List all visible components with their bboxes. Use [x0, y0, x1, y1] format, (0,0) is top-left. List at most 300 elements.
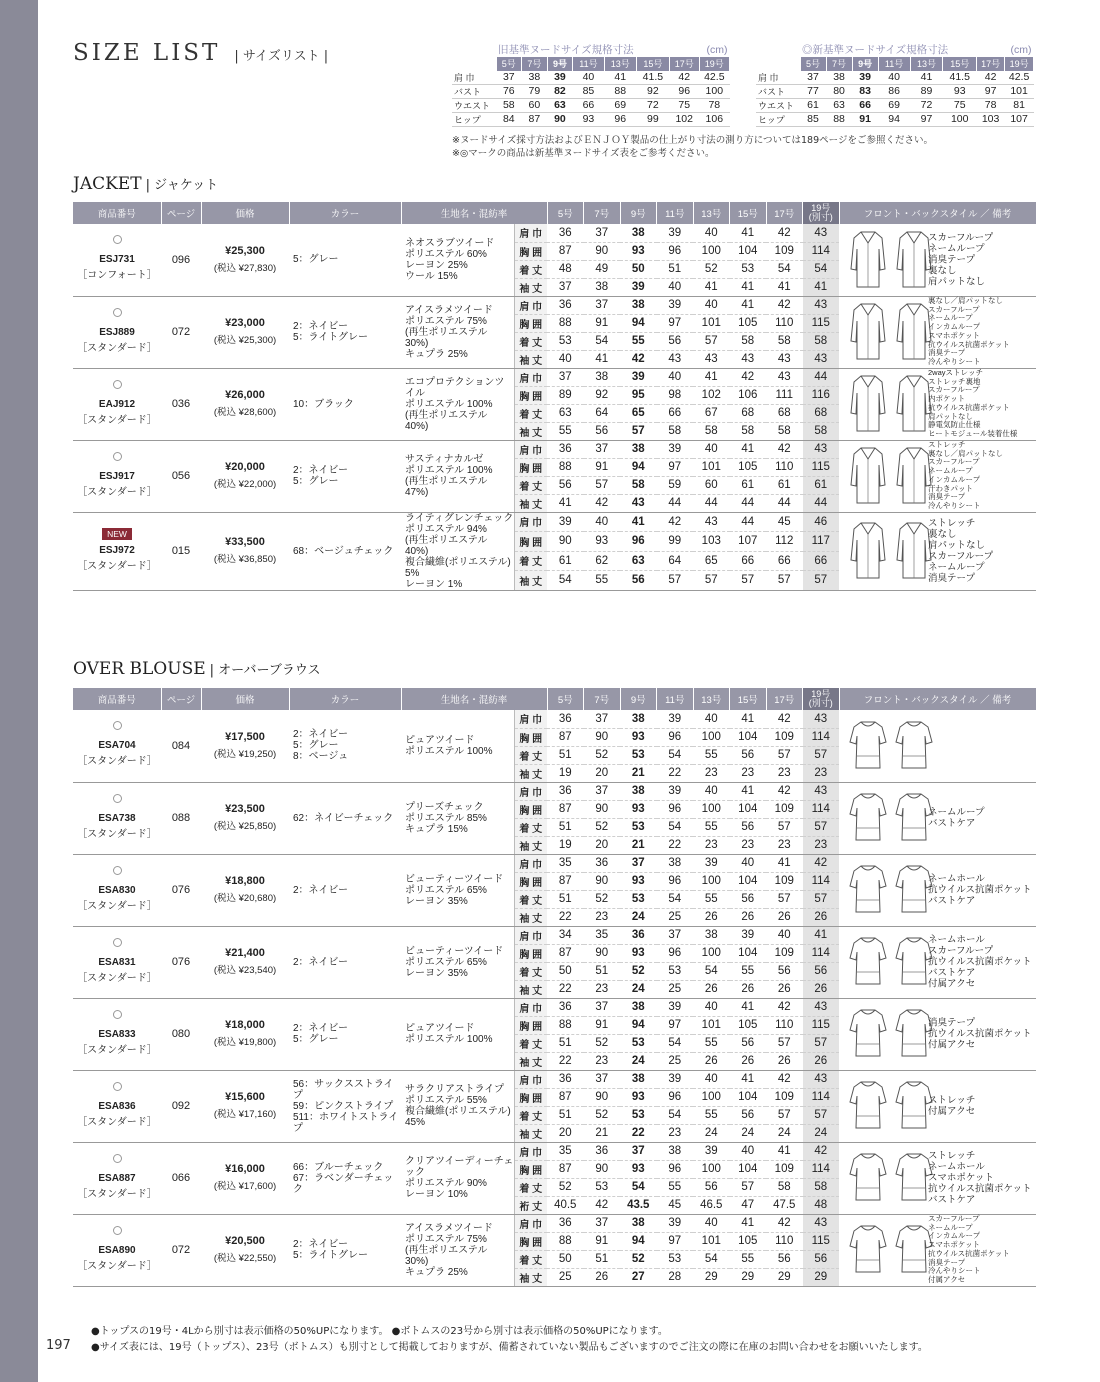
size-value: 93	[620, 1088, 657, 1106]
size-value: 57	[584, 476, 621, 494]
size-value: 42	[803, 1142, 840, 1160]
size-value: 22	[547, 1052, 584, 1070]
price-with-tax: (税込 ¥17,160)	[213, 1109, 277, 1120]
col-page: ページ	[161, 202, 201, 224]
size-value: 63	[620, 551, 657, 571]
size-value: 40	[730, 1142, 767, 1160]
price: ¥16,000	[225, 1163, 265, 1175]
size-value: 65	[693, 551, 730, 571]
new-standard-mark-icon	[113, 452, 122, 461]
size-value: 90	[584, 728, 621, 746]
col-page: ページ	[161, 688, 201, 710]
size-value: 23	[584, 908, 621, 926]
page-number: 197	[46, 1338, 71, 1353]
size-value: 24	[766, 1124, 803, 1142]
size-value: 53	[620, 1034, 657, 1052]
ref-cell: 66	[852, 98, 878, 112]
measure-label: 着 丈	[514, 404, 547, 422]
fabric-line: ポリエステル 85%	[405, 812, 487, 824]
col-size: 5号	[547, 202, 584, 224]
size-value: 37	[584, 440, 621, 458]
ref-cell: 37	[800, 71, 826, 85]
footnote-line: ●サイズ表には、19号（トップス）、23号（ボトムス）も別寸として掲載しておりますが、備蓄されていない製品もございますのでご注文の際に在庫のお問い合わせをお願いいたします。	[91, 1342, 928, 1353]
size-value: 43.5	[620, 1196, 657, 1214]
remark-item: 抗ウイルス抗菌ポケット	[928, 1028, 1032, 1040]
remark-item: 抗ウイルス抗菌ポケット	[928, 956, 1032, 968]
size-value: 26	[766, 1052, 803, 1070]
remark-item: スマホポケット	[928, 1240, 980, 1250]
size-value: 52	[620, 1250, 657, 1268]
size-value: 42	[766, 296, 803, 314]
ref-size-header: 7号	[522, 57, 548, 71]
ref-size-header: 17号	[669, 57, 699, 71]
fabric-line: レーヨン 10%	[405, 1189, 468, 1200]
measure-label: 着 丈	[514, 1106, 547, 1124]
new-standard-mark-icon	[113, 235, 122, 244]
new-standard-mark-icon	[113, 380, 122, 389]
size-value: 48	[803, 1196, 840, 1214]
col-color: カラー	[289, 202, 401, 224]
remark-item: ヒートモジュール装着仕様	[928, 429, 1018, 439]
size-value: 26	[584, 1268, 621, 1286]
size-value: 90	[547, 532, 584, 552]
size-value: 54	[693, 1250, 730, 1268]
size-value: 26	[803, 1052, 840, 1070]
price-cell	[201, 854, 289, 926]
size-value: 115	[803, 1232, 840, 1250]
size-value: 90	[584, 872, 621, 890]
size-value: 38	[657, 1142, 694, 1160]
size-value: 115	[803, 314, 840, 332]
size-value: 42	[766, 224, 803, 242]
col-code: 商品番号	[73, 688, 161, 710]
price-with-tax: (税込 ¥36,850)	[213, 554, 277, 565]
product-code-cell	[73, 782, 161, 854]
size-value: 43	[803, 782, 840, 800]
fabric-line: (再生ポリエステル 40%)	[405, 409, 488, 432]
remark-item: 抗ウイルス抗菌ポケット	[928, 1249, 1010, 1258]
size-value: 106	[730, 386, 767, 404]
fabric-line: ピュアツイード	[405, 1023, 475, 1034]
size-value: 34	[547, 926, 584, 944]
garment-illustrations	[849, 718, 933, 774]
size-19-label: 19号	[811, 203, 831, 213]
size-value: 37	[547, 368, 584, 386]
size-value: 52	[584, 1034, 621, 1052]
fabric-line: レーヨン 1%	[405, 578, 463, 590]
size-value: 57	[693, 332, 730, 350]
style-cell	[839, 926, 1036, 998]
size-value: 47.5	[766, 1196, 803, 1214]
measure-label: 胸 囲	[514, 1088, 547, 1106]
measure-label: 着 丈	[514, 551, 547, 571]
style-cell	[839, 854, 1036, 926]
size-value: 58	[803, 1178, 840, 1196]
col-size: 13号	[693, 688, 730, 710]
size-value: 42	[766, 440, 803, 458]
measure-label: 胸 囲	[514, 1232, 547, 1250]
price: ¥15,600	[225, 1091, 265, 1103]
size-value: 43	[766, 368, 803, 386]
price-cell	[201, 1142, 289, 1214]
new-standard-mark-icon	[113, 866, 122, 875]
blouse-title-en: OVER BLOUSE	[73, 659, 206, 679]
size-value: 40	[693, 710, 730, 728]
remark-item: ストレッチ	[928, 1150, 976, 1162]
ref-row-label: ウエスト	[452, 98, 496, 112]
size-value: 41	[730, 710, 767, 728]
size-value: 54	[620, 1178, 657, 1196]
size-value: 38	[620, 998, 657, 1016]
ref-cell: 42	[669, 71, 699, 85]
measure-label: 肩 巾	[514, 1070, 547, 1088]
ref-cell: 90	[547, 112, 573, 126]
remark-item: スマホポケット	[928, 1172, 994, 1184]
price-with-tax: (税込 ¥25,850)	[213, 821, 277, 832]
blouse-illustration-icon	[849, 934, 887, 990]
ref-cell: 101	[1005, 84, 1034, 98]
ref-cell: 94	[878, 112, 910, 126]
size-value: 26	[803, 908, 840, 926]
size-value: 44	[657, 494, 694, 512]
size-value: 38	[620, 224, 657, 242]
size-value: 66	[766, 551, 803, 571]
size-value: 41	[730, 440, 767, 458]
size-value: 57	[766, 890, 803, 908]
ref-cell: 38	[826, 71, 852, 85]
fabric-cell	[401, 296, 514, 368]
size-value: 39	[657, 1070, 694, 1088]
size-value: 41	[730, 296, 767, 314]
price-with-tax: (税込 ¥19,800)	[213, 1037, 277, 1048]
size-19-sub: (別寸)	[808, 212, 833, 222]
fabric-line: アイスラメツイード	[405, 1222, 493, 1234]
size-value: 35	[547, 1142, 584, 1160]
size-value: 38	[620, 1070, 657, 1088]
size-value: 41	[730, 224, 767, 242]
fabric-line: サスティナカルゼ	[405, 454, 484, 465]
size-value: 68	[730, 404, 767, 422]
size-value: 43	[803, 1070, 840, 1088]
size-value: 98	[657, 386, 694, 404]
measure-label: 着 丈	[514, 1034, 547, 1052]
size-value: 42	[766, 1214, 803, 1232]
remark-item: 消臭テープ	[928, 1257, 966, 1267]
ref-cell: 100	[943, 112, 977, 126]
fabric-line: 複合繊維(ポリエステル) 5%	[405, 556, 511, 579]
price: ¥17,500	[225, 730, 265, 743]
size-value: 115	[803, 1016, 840, 1034]
size-value: 104	[730, 944, 767, 962]
price: ¥21,400	[225, 947, 265, 959]
size-value: 58	[693, 422, 730, 440]
ref-row-label: 肩 巾	[452, 71, 496, 85]
size-value: 60	[693, 476, 730, 494]
old-standard-size-table	[452, 42, 730, 127]
size-value: 87	[547, 1160, 584, 1178]
size-value: 39	[547, 512, 584, 532]
size-value: 24	[620, 1052, 657, 1070]
product-type: ［スタンダード］	[77, 972, 157, 984]
ref-cell: 85	[800, 112, 826, 126]
size-value: 20	[584, 836, 621, 854]
size-value: 52	[693, 260, 730, 278]
product-code-cell	[73, 1142, 161, 1214]
size-value: 40	[657, 278, 694, 296]
color-option: 5：グレー	[293, 254, 339, 266]
size-value: 47	[730, 1196, 767, 1214]
catalog-page: 076	[161, 926, 201, 998]
size-value: 26	[730, 1052, 767, 1070]
remarks	[928, 369, 1017, 439]
size-value: 54	[657, 746, 694, 764]
remark-item: バストケア	[928, 1194, 976, 1206]
fabric-line: (再生ポリエステル 30%)	[405, 326, 488, 349]
size-value: 56	[730, 890, 767, 908]
color-cell	[289, 782, 401, 854]
remark-item: バストケア	[928, 967, 976, 979]
size-value: 105	[730, 1016, 767, 1034]
measure-label: 胸 囲	[514, 532, 547, 552]
size-value: 38	[620, 296, 657, 314]
remark-item: 付属アクセ	[928, 1039, 976, 1051]
size-value: 21	[584, 1124, 621, 1142]
ref-cell: 92	[636, 84, 669, 98]
ref-unit: (cm)	[1010, 43, 1032, 56]
table-row	[73, 998, 1036, 1016]
size-value: 50	[620, 260, 657, 278]
size-value: 43	[657, 350, 694, 368]
table-row	[73, 368, 1036, 386]
footnotes	[91, 1324, 928, 1356]
size-value: 39	[693, 854, 730, 872]
size-value: 23	[766, 764, 803, 782]
size-value: 40	[693, 440, 730, 458]
size-value: 91	[584, 458, 621, 476]
new-standard-mark-icon	[113, 1226, 122, 1235]
size-value: 36	[547, 440, 584, 458]
product-type: ［スタンダード］	[77, 561, 157, 572]
size-value: 104	[730, 1088, 767, 1106]
size-value: 100	[693, 242, 730, 260]
color-option: 2：ネイビー	[293, 1023, 348, 1034]
remark-item: ネームループ	[928, 1222, 973, 1232]
price-cell	[201, 1070, 289, 1142]
color-cell	[289, 368, 401, 440]
size-value: 61	[803, 476, 840, 494]
measure-label: 肩 巾	[514, 782, 547, 800]
size-value: 40	[693, 1070, 730, 1088]
color-option: 67：ラベンダーチェック	[293, 1172, 394, 1195]
size-value: 92	[584, 386, 621, 404]
size-value: 58	[803, 422, 840, 440]
size-value: 57	[766, 1106, 803, 1124]
color-cell	[289, 926, 401, 998]
color-cell	[289, 710, 401, 782]
catalog-page: 066	[161, 1142, 201, 1214]
size-value: 67	[693, 404, 730, 422]
size-value: 105	[730, 458, 767, 476]
remark-item: 消臭テープ	[928, 254, 976, 266]
size-value: 114	[803, 1160, 840, 1178]
size-value: 41	[766, 854, 803, 872]
ref-size-header: 15号	[943, 57, 977, 71]
style-cell	[839, 1142, 1036, 1214]
size-value: 25	[657, 908, 694, 926]
product-code-cell	[73, 1214, 161, 1286]
footnote-line: ●トップスの19号・4Lから別寸は表示価格の50%UPになります。 ●ボトムスの23号から別寸は表示価格の50%UPになります。	[91, 1326, 668, 1337]
remark-item: 静電気防止仕様	[928, 420, 981, 430]
size-value: 39	[657, 710, 694, 728]
measure-label: 裄 丈	[514, 1196, 547, 1214]
size-value: 42	[803, 854, 840, 872]
catalog-page: 096	[161, 224, 201, 296]
size-value: 44	[730, 494, 767, 512]
size-value: 64	[657, 551, 694, 571]
ref-cell: 87	[522, 112, 548, 126]
size-value: 105	[730, 1232, 767, 1250]
remark-item: ネームループ	[928, 313, 973, 323]
ref-cell: 58	[496, 98, 522, 112]
size-value: 26	[693, 980, 730, 998]
size-value: 44	[803, 368, 840, 386]
size-value: 29	[730, 1268, 767, 1286]
size-value: 104	[730, 242, 767, 260]
price: ¥20,000	[225, 461, 265, 473]
size-value: 40	[766, 926, 803, 944]
size-value: 101	[693, 1232, 730, 1250]
remark-item: 裏なし／肩パットなし	[928, 296, 1004, 306]
blouse-size-table	[73, 688, 1037, 1287]
size-value: 52	[620, 962, 657, 980]
measure-label: 着 丈	[514, 1250, 547, 1268]
measure-label: 肩 巾	[514, 926, 547, 944]
color-option: 56：サックスストライプ	[293, 1078, 394, 1101]
remark-item: 冷んやりシート	[928, 357, 981, 367]
size-value: 115	[803, 458, 840, 476]
product-code: ESA887	[98, 1172, 136, 1184]
new-standard-mark-icon	[113, 938, 122, 947]
size-value: 43	[803, 350, 840, 368]
color-cell	[289, 854, 401, 926]
size-value: 54	[584, 332, 621, 350]
color-option: 8：ベージュ	[293, 751, 349, 763]
size-value: 39	[730, 926, 767, 944]
ref-size-header: 5号	[800, 57, 826, 71]
style-cell	[839, 368, 1036, 440]
size-value: 88	[547, 458, 584, 476]
size-value: 39	[657, 998, 694, 1016]
blouse-illustration-icon	[849, 718, 887, 774]
price-with-tax: (税込 ¥20,680)	[213, 893, 277, 904]
remark-item: 抗ウイルス抗菌ポケット	[928, 339, 1010, 349]
price-cell	[201, 440, 289, 512]
fabric-line: キュプラ 15%	[405, 823, 468, 835]
size-value: 36	[547, 1214, 584, 1232]
measure-label: 肩 巾	[514, 998, 547, 1016]
fabric-cell	[401, 854, 514, 926]
size-value: 96	[657, 800, 694, 818]
remark-item: 抗ウイルス抗菌ポケット	[928, 1183, 1032, 1195]
measure-label: 肩 巾	[514, 296, 547, 314]
col-price: 価格	[201, 202, 289, 224]
size-value: 93	[620, 872, 657, 890]
col-style: フロント・バックスタイル ／ 備考	[839, 202, 1036, 224]
ref-cell: 72	[910, 98, 943, 112]
blouse-illustration-icon	[849, 1006, 887, 1062]
size-value: 41	[547, 494, 584, 512]
measure-label: 袖 丈	[514, 1052, 547, 1070]
size-value: 26	[730, 980, 767, 998]
size-value: 66	[730, 551, 767, 571]
remark-item: 付属アクセ	[928, 978, 976, 990]
size-value: 93	[620, 1160, 657, 1178]
ref-cell: 102	[669, 112, 699, 126]
measure-label: 袖 丈	[514, 494, 547, 512]
remark-item: スカーフループ	[928, 232, 994, 244]
ref-cell: 99	[636, 112, 669, 126]
remark-item: ストレッチ	[928, 1095, 976, 1106]
product-code-cell	[73, 512, 161, 590]
size-value: 56	[547, 476, 584, 494]
ref-cell: 80	[826, 84, 852, 98]
measure-label: 袖 丈	[514, 350, 547, 368]
garment-illustrations	[849, 1078, 933, 1134]
ref-cell: 38	[522, 71, 548, 85]
fabric-cell	[401, 998, 514, 1070]
size-value: 51	[547, 818, 584, 836]
product-type: ［スタンダード］	[77, 1116, 157, 1128]
ref-cell: 96	[604, 112, 636, 126]
measure-label: 着 丈	[514, 746, 547, 764]
measure-label: 袖 丈	[514, 1268, 547, 1286]
size-value: 40.5	[547, 1196, 584, 1214]
size-value: 56	[766, 962, 803, 980]
size-value: 41	[693, 278, 730, 296]
remark-item: 肩パットなし	[928, 411, 974, 421]
product-code-cell	[73, 368, 161, 440]
ref-title: ◎新基準ヌードサイズ規格寸法	[802, 44, 949, 56]
fabric-line: ポリエステル 65%	[405, 956, 487, 968]
product-code: ESJ917	[99, 470, 135, 482]
ref-cell: 84	[496, 112, 522, 126]
size-value: 55	[693, 746, 730, 764]
fabric-line: プリーズチェック	[405, 801, 484, 813]
fabric-cell	[401, 926, 514, 998]
garment-illustrations	[849, 1150, 933, 1206]
remarks	[928, 441, 1003, 511]
remarks	[928, 232, 993, 287]
table-row	[73, 710, 1036, 728]
size-value: 48	[547, 260, 584, 278]
price: ¥33,500	[225, 536, 265, 548]
remark-item: 裏なし／肩パットなし	[928, 448, 1004, 458]
col-style: フロント・バックスタイル ／ 備考	[839, 688, 1036, 710]
size-value: 25	[657, 980, 694, 998]
col-size: 9号	[620, 202, 657, 224]
ref-size-header: 5号	[496, 57, 522, 71]
size-value: 42	[584, 1196, 621, 1214]
size-value: 91	[584, 314, 621, 332]
size-value: 54	[803, 260, 840, 278]
product-type: ［スタンダード］	[77, 756, 157, 768]
size-value: 114	[803, 728, 840, 746]
size-value: 25	[657, 1052, 694, 1070]
size-value: 91	[584, 1016, 621, 1034]
size-value: 117	[803, 532, 840, 552]
measure-label: 袖 丈	[514, 764, 547, 782]
size-value: 26	[693, 1052, 730, 1070]
